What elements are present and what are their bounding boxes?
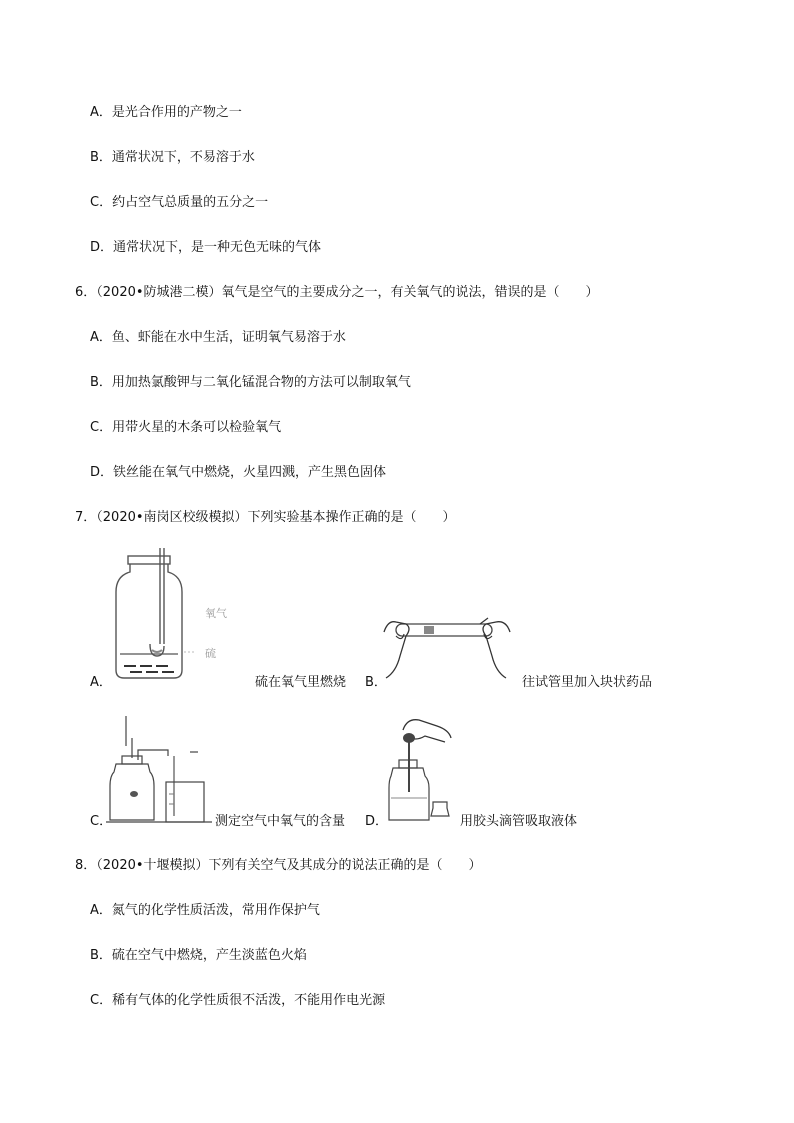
q7-option-a-caption: 硫在氧气里燃烧 <box>255 675 347 690</box>
q6-option-a: A．鱼、虾能在水中生活，证明氧气易溶于水 <box>90 330 346 345</box>
q7-option-d-caption: 用胶头滴管吸取液体 <box>460 814 578 829</box>
q5-option-b: B．通常状况下，不易溶于水 <box>90 150 255 165</box>
label-oxygen: 氧气 <box>205 607 227 620</box>
q7-option-b-caption: 往试管里加入块状药品 <box>522 675 653 690</box>
q5-option-a: A．是光合作用的产物之一 <box>90 105 242 120</box>
q7-option-b-letter: B． <box>365 675 387 690</box>
q6-option-c: C．用带火星的木条可以检验氧气 <box>90 420 282 435</box>
q7-stem: 7．（2020•南岗区校级模拟）下列实验基本操作正确的是（ ） <box>75 510 456 525</box>
q7-option-c-letter: C． <box>90 814 113 829</box>
q7-option-d-letter: D． <box>365 814 389 829</box>
q6-option-d: D．铁丝能在氧气中燃烧，火星四溅，产生黑色固体 <box>90 465 387 480</box>
q7-option-a-letter: A． <box>90 675 112 690</box>
q5-option-d: D．通常状况下，是一种无色无味的气体 <box>90 240 322 255</box>
q5-option-c: C．约占空气总质量的五分之一 <box>90 195 269 210</box>
q8-option-b: B．硫在空气中燃烧，产生淡蓝色火焰 <box>90 948 307 963</box>
q6-stem: 6．（2020•防城港二模）氧气是空气的主要成分之一，有关氧气的说法，错误的是（ ） <box>75 285 599 300</box>
test-tube-hands-figure <box>382 612 512 682</box>
q8-option-c: C．稀有气体的化学性质很不活泼，不能用作电光源 <box>90 993 386 1008</box>
dropper-bottle-figure <box>385 712 455 828</box>
q7-option-c-caption: 测定空气中氧气的含量 <box>215 814 346 829</box>
q8-option-a: A．氮气的化学性质活泼，常用作保护气 <box>90 903 320 918</box>
q8-stem: 8．（2020•十堰模拟）下列有关空气及其成分的说法正确的是（ ） <box>75 858 482 873</box>
oxygen-measure-figure <box>106 716 212 826</box>
q6-option-b: B．用加热氯酸钾与二氧化锰混合物的方法可以制取氧气 <box>90 375 411 390</box>
label-sulfur: 硫 <box>205 647 216 660</box>
